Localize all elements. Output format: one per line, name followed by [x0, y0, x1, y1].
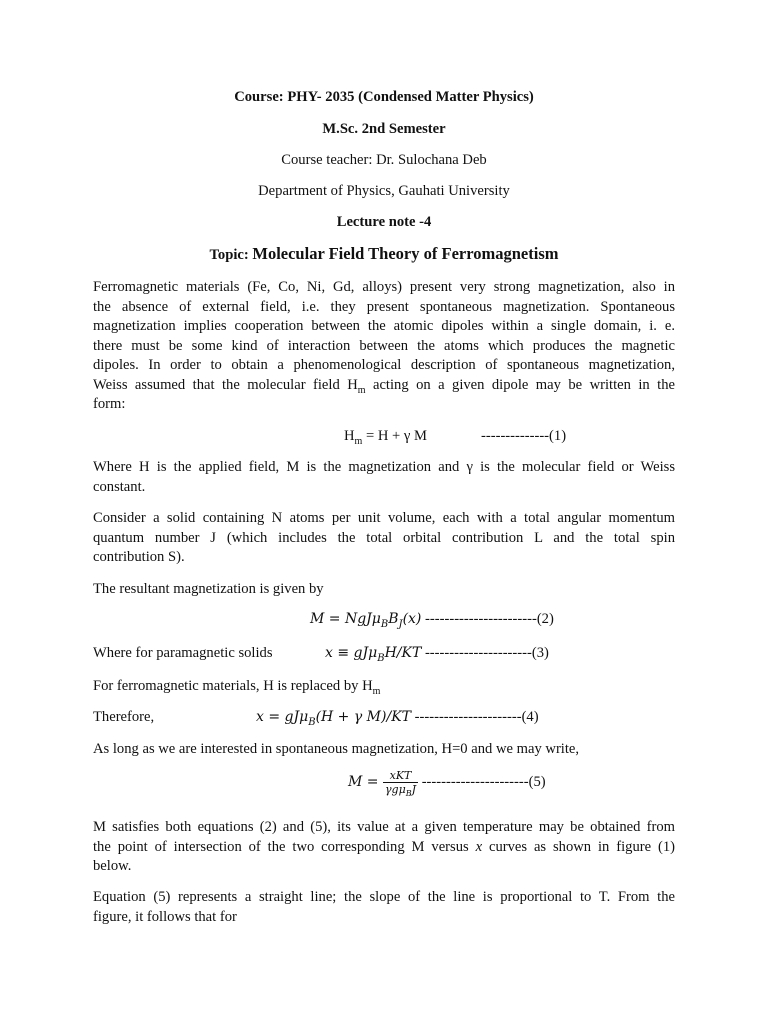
paragraph-straight-line: [93, 888, 675, 927]
math-fragment: (H + γ M)/KT: [315, 709, 411, 725]
eq5-denominator: [383, 783, 418, 799]
text-line: dipoles. In order to obtain a phenomenological description of spontaneous magnetization,: [93, 357, 675, 373]
text-line: Ferromagnetic materials (Fe, Co, Ni, Gd, alloys) present very strong magnetization, also in: [93, 279, 675, 295]
math-fragment: B: [388, 611, 399, 627]
course-heading: Course: PHY- 2035 (Condensed Matter Physics): [234, 89, 534, 105]
text-line: constant.: [93, 478, 146, 495]
text-fragment: For ferromagnetic materials, H is replaced by H: [93, 678, 373, 694]
subscript: m: [372, 685, 381, 697]
text-line: magnetization implies cooperation between the atomic dipoles within a single domain, i. e.: [93, 318, 675, 334]
paramagnetic-label: Where for paramagnetic solids: [93, 645, 273, 661]
paragraph-intersection: [93, 818, 675, 877]
equation-3: [325, 644, 549, 664]
subscript: m: [354, 435, 363, 447]
text-line: Where H is the applied field, M is the magnetization and γ is the molecular field or Weiss: [93, 459, 675, 475]
math-fragment: x ≡ gJμ: [325, 645, 378, 661]
subscript: m: [357, 384, 366, 396]
eq4-expression: [256, 709, 411, 728]
math-fragment: H/KT: [384, 645, 422, 661]
equation-2-tag: -----------------------(2): [421, 611, 554, 627]
topic-heading: [0, 244, 768, 266]
text-line: Consider a solid containing N atoms per unit volume, each with a total angular momentum: [93, 510, 675, 526]
eq3-expression: [325, 645, 422, 664]
eq1-lhs: H: [344, 428, 355, 444]
paragraph-ferromagnetic: [93, 677, 380, 697]
text-line: quantum number J (which includes the total orbital contribution L and the total spin: [93, 529, 675, 546]
text-line: form:: [93, 396, 126, 412]
equation-5: [348, 769, 546, 799]
subscript: J: [398, 618, 403, 630]
math-fragment: x = gJμ: [256, 709, 309, 725]
lecture-note-number: Lecture note -4: [336, 214, 432, 230]
equation-4: [256, 708, 539, 728]
paragraph-solid: [93, 509, 675, 568]
paragraph-intro: [93, 278, 675, 415]
text-line: below.: [93, 858, 132, 874]
text-line: figure, it follows that for: [93, 908, 237, 925]
text-fragment: x: [475, 838, 483, 855]
math-fragment: (x): [402, 611, 422, 627]
text-line: Equation (5) represents a straight line; the slope of the line is proportional to T. From the: [93, 889, 675, 905]
subscript: B: [308, 716, 316, 728]
paragraph-spontaneous: As long as we are interested in spontaneous magnetization, H=0 and we may write,: [93, 741, 580, 757]
equation-2: [310, 610, 554, 630]
text-line: contribution S).: [93, 549, 185, 565]
text-line: [93, 838, 675, 858]
topic-prefix: Topic:: [209, 247, 253, 263]
equation-1-tag: --------------(1): [481, 428, 567, 444]
course-teacher: Course teacher: Dr. Sulochana Deb: [281, 152, 487, 168]
eq2-expression: [310, 611, 422, 630]
text-fragment: curves as shown in figure (1): [482, 838, 675, 855]
equation-1: [344, 427, 427, 447]
eq5-numerator: xKT: [383, 769, 418, 783]
semester-heading: M.Sc. 2nd Semester: [322, 121, 446, 137]
subscript: B: [380, 618, 389, 630]
eq5-fraction: [383, 769, 418, 799]
text-line: M satisfies both equations (2) and (5), its value at a given temperature may be obtained from: [93, 819, 675, 835]
therefore-label: Therefore,: [93, 709, 155, 725]
paragraph-resultant: The resultant magnetization is given by: [93, 581, 324, 597]
math-fragment: γgμ: [384, 783, 406, 796]
text-line: the absence of external field, i.e. they present spontaneous magnetization. Spontaneous: [93, 298, 675, 315]
equation-4-tag: ----------------------(4): [411, 709, 539, 725]
equation-5-tag: ----------------------(5): [418, 773, 546, 790]
text-line: [93, 376, 675, 396]
text-fragment: the point of intersection of the two corresponding M versus: [93, 838, 476, 855]
text-fragment: acting on a given dipole may be written in the: [365, 376, 675, 393]
text-fragment: Weiss assumed that the molecular field H: [93, 376, 358, 393]
eq1-rhs: = H + γ M: [362, 428, 427, 444]
department: Department of Physics, Gauhati University: [258, 183, 510, 199]
topic-title: Molecular Field Theory of Ferromagnetism: [252, 244, 559, 263]
text-line: there must be some kind of interaction between the atoms which produces the magnetic: [93, 337, 675, 354]
subscript: B: [405, 789, 412, 799]
math-fragment: M = NgJμ: [310, 611, 381, 627]
math-fragment: J: [411, 783, 417, 796]
equation-3-tag: ----------------------(3): [421, 645, 549, 661]
subscript: B: [377, 652, 385, 664]
eq5-lhs: M =: [348, 773, 383, 790]
paragraph-definitions: [93, 458, 675, 497]
